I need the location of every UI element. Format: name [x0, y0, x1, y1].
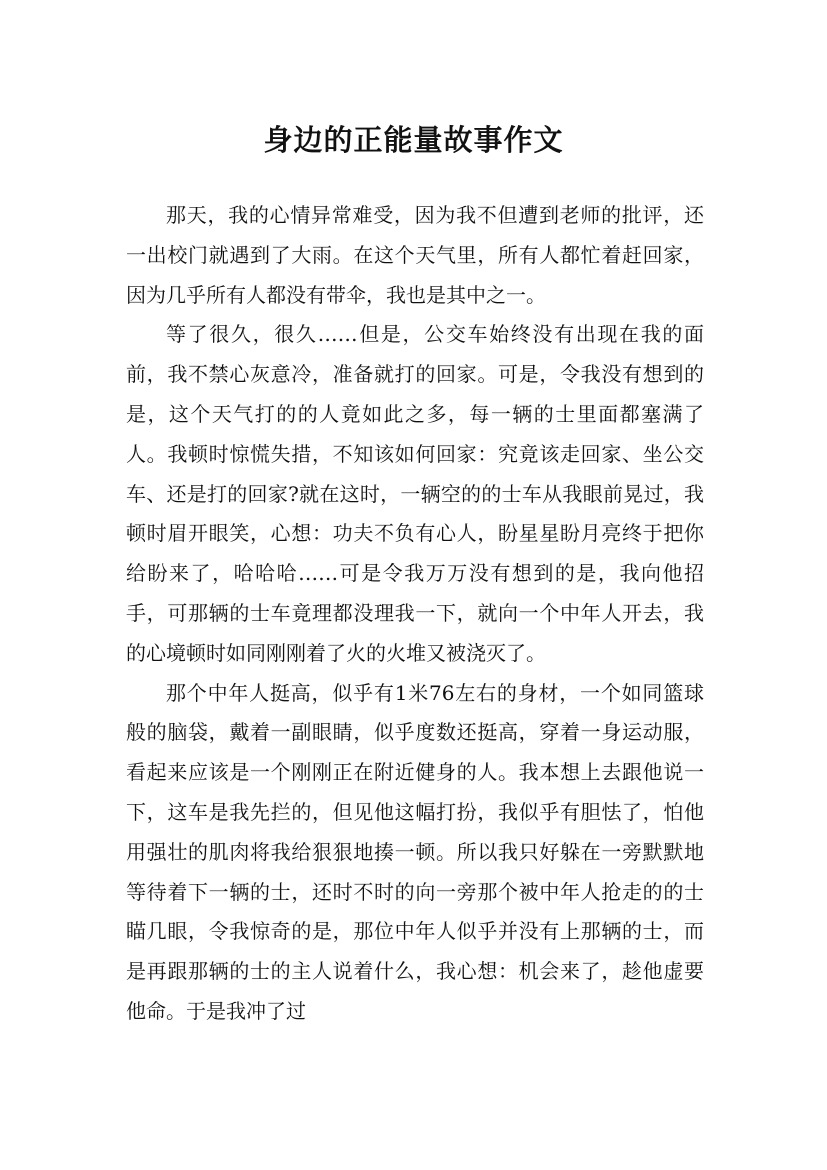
article-body [126, 196, 704, 1032]
paragraph-2: 等了很久，很久……但是，公交车始终没有出现在我的面前，我不禁心灰意冷，准备就打的回家。可是，令我没有想到的是，这个天气打的的人竟如此之多，每一辆的士里面都塞满了人。我顿时惊慌失措，不知该如何回家：究竟该走回家、坐公交车、还是打的回家?就在这时，一辆空的的士车从我眼前晃过，我顿时眉开眼笑，心想：功夫不负有心人，盼星星盼月亮终于把你给盼来了，哈哈哈……可是令我万万没有想到的是，我向他招手，可那辆的士车竟理都没理我一下，就向一个中年人开去，我的心境顿时如同刚刚着了火的火堆又被浇灭了。 [126, 322, 704, 665]
paragraph-3: 那个中年人挺高，似乎有1米76左右的身材，一个如同篮球般的脑袋，戴着一副眼睛，似乎度数还挺高，穿着一身运动服，看起来应该是一个刚刚正在附近健身的人。我本想上去跟他说一下，这车是我先拦的，但见他这幅打扮，我似乎有胆怯了，怕他用强壮的肌肉将我给狠狠地揍一顿。所以我只好躲在一旁默默地等待着下一辆的士，还时不时的向一旁那个被中年人抢走的的士瞄几眼，令我惊奇的是，那位中年人似乎并没有上那辆的士，而是再跟那辆的士的主人说着什么，我心想：机会来了，趁他虚要他命。于是我冲了过 [126, 680, 704, 1023]
paragraph-1: 那天，我的心情异常难受，因为我不但遭到老师的批评，还一出校门就遇到了大雨。在这个天气里，所有人都忙着赶回家，因为几乎所有人都没有带伞，我也是其中之一。 [126, 203, 704, 307]
page-title: 身边的正能量故事作文 [263, 123, 564, 158]
